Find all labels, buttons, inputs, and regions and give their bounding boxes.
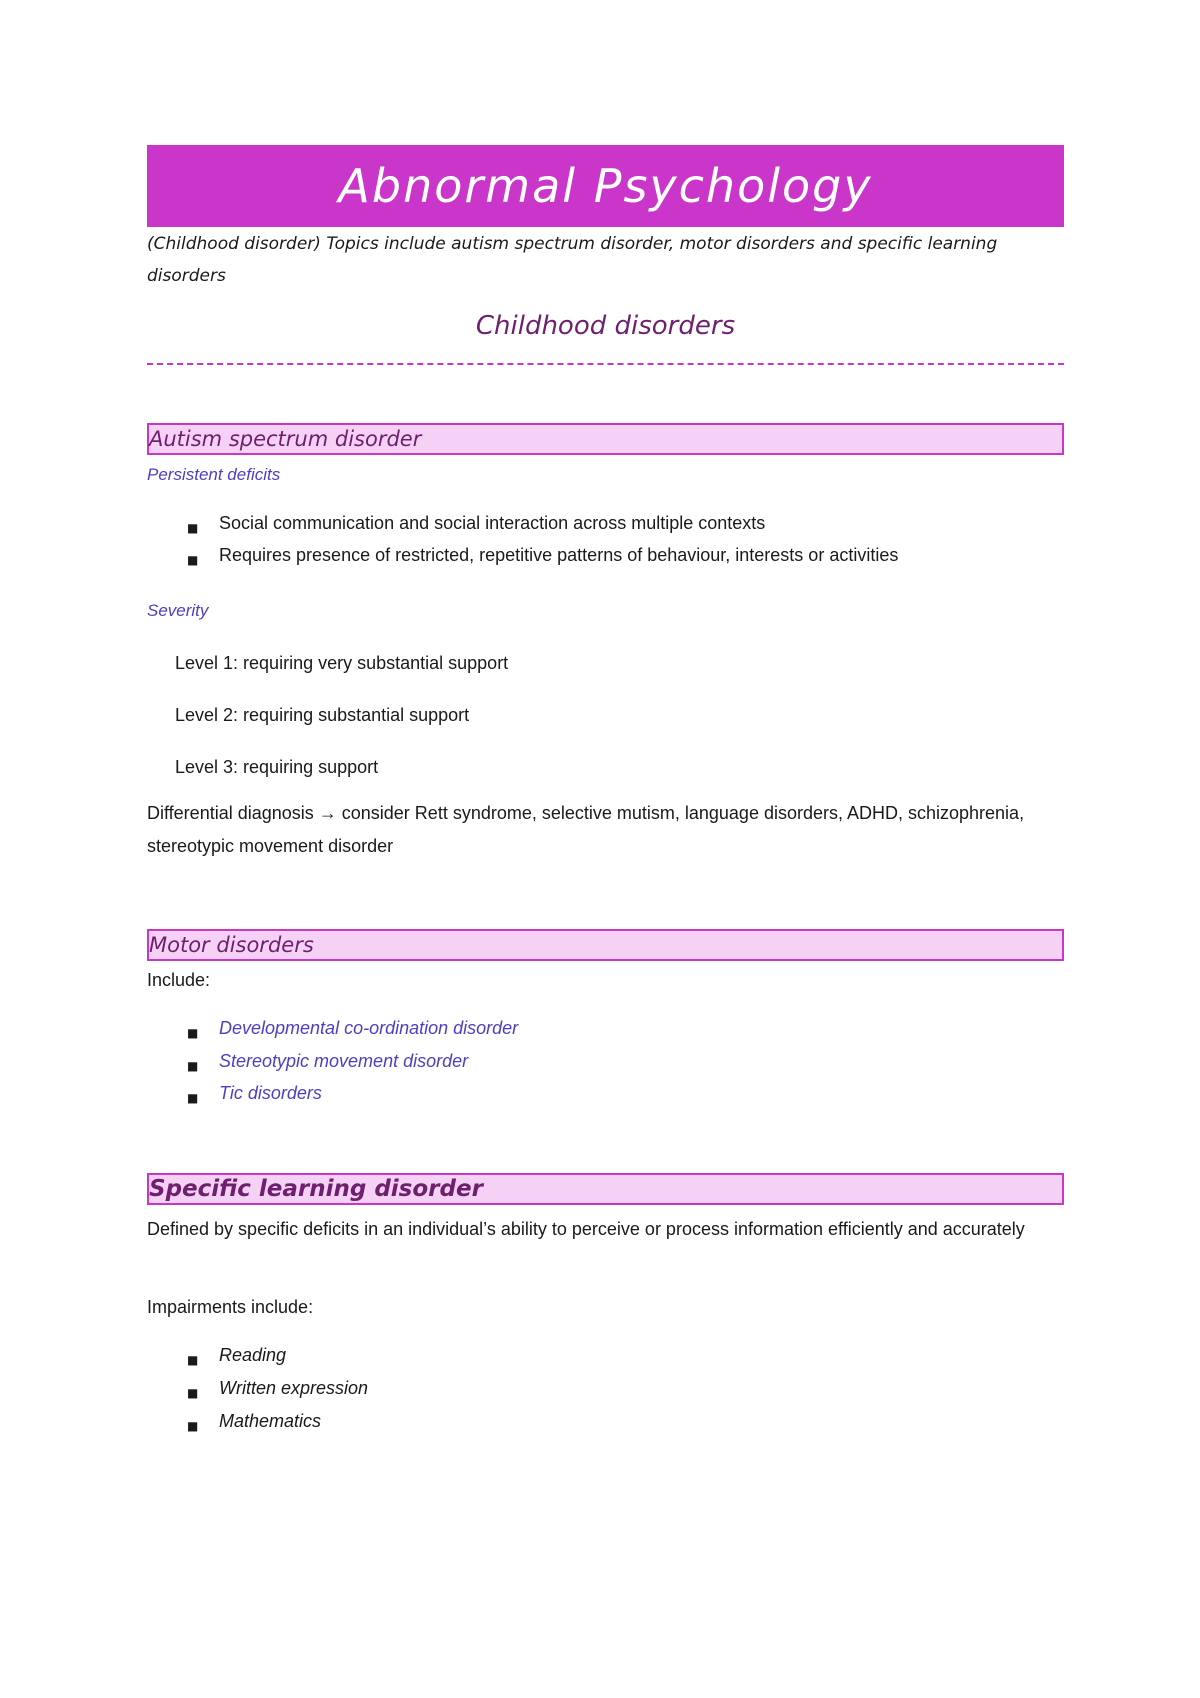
square-bullet-icon: ■ [187,1026,199,1040]
square-bullet-icon: ■ [187,1419,199,1433]
list-item: Written expression [219,1378,369,1398]
list-item: Stereotypic movement disorder [219,1051,469,1071]
list-item: Mathematics [219,1411,322,1431]
divider [147,363,1064,365]
section-heading-learning [147,1173,1064,1205]
severity-level-2: Level 2: requiring substantial support [175,705,470,725]
title-banner [147,145,1064,227]
include-label: Include: [147,970,211,990]
list-item: Reading [219,1345,287,1365]
learning-definition: Defined by specific deficits in an individual’s ability to perceive or process information efficiently and accurately [147,1219,1025,1239]
document-subtitle: (Childhood disorder) Topics include autism spectrum disorder, motor disorders and specific learning disorders [147,234,998,286]
impairments-label: Impairments include: [147,1297,314,1317]
square-bullet-icon: ■ [187,1353,199,1367]
differential-diagnosis: Differential diagnosis → consider Rett syndrome, selective mutism, language disorders, ADHD, schizophrenia, stereotypic movement disorder [147,803,1025,856]
square-bullet-icon: ■ [187,1091,199,1105]
main-heading: Childhood disorders [475,311,736,341]
list-item: Tic disorders [219,1083,322,1103]
square-bullet-icon: ■ [187,1059,199,1073]
square-bullet-icon: ■ [187,1386,199,1400]
section-heading-motor [147,929,1064,961]
severity-level-3: Level 3: requiring support [175,757,379,777]
severity-level-1: Level 1: requiring very substantial support [175,653,509,673]
list-item: Requires presence of restricted, repetitive patterns of behaviour, interests or activities [219,545,899,565]
square-bullet-icon: ■ [187,553,199,567]
severity-label: Severity [147,601,209,620]
document-title: Abnormal Psychology [338,159,873,213]
square-bullet-icon: ■ [187,521,199,535]
persistent-deficits-label: Persistent deficits [147,465,281,484]
list-item: Social communication and social interaction across multiple contexts [219,513,766,533]
section-heading-autism [147,423,1064,455]
section-heading-motor-label: Motor disorders [149,933,314,957]
section-heading-learning-label: Specific learning disorder [149,1176,483,1202]
section-heading-autism-label: Autism spectrum disorder [149,427,422,451]
list-item: Developmental co-ordination disorder [219,1018,519,1038]
